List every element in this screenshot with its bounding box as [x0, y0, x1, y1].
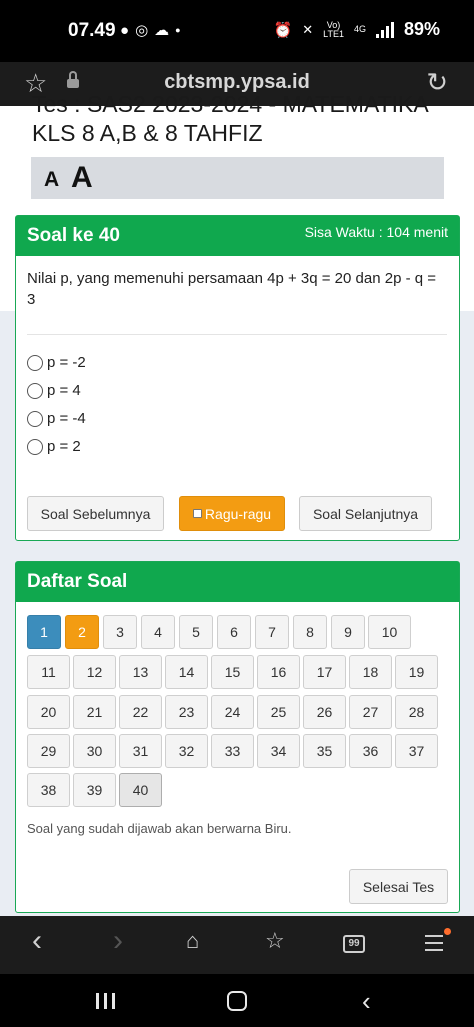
question-number-15[interactable]: 15	[211, 655, 254, 689]
web-page	[0, 91, 474, 916]
question-panel-header	[16, 216, 459, 256]
remaining-time: Sisa Waktu : 104 menit	[304, 224, 448, 240]
question-number-12[interactable]: 12	[73, 655, 116, 689]
question-number-19[interactable]: 19	[395, 655, 438, 689]
font-large-button[interactable]: A	[71, 161, 93, 194]
question-text: Nilai p, yang memenuhi persamaan 4p + 3q = 20 dan 2p - q = 3	[27, 270, 437, 308]
question-panel	[15, 215, 460, 541]
battery-level: 89%	[403, 19, 440, 39]
question-number-25[interactable]: 25	[257, 695, 300, 729]
app-notification-icon: ●	[120, 21, 130, 39]
question-number-24[interactable]: 24	[211, 695, 254, 729]
question-number-7[interactable]: 7	[255, 615, 289, 649]
question-number-1[interactable]: 1	[27, 615, 61, 649]
question-number-18[interactable]: 18	[349, 655, 392, 689]
option-c[interactable]	[27, 410, 86, 427]
question-list-header	[16, 562, 459, 602]
system-status	[274, 19, 440, 40]
question-number-20[interactable]: 20	[27, 695, 70, 729]
dot-icon: ●	[175, 25, 181, 35]
question-number-14[interactable]: 14	[165, 655, 208, 689]
network-type: 4G	[353, 24, 366, 34]
question-number-4[interactable]: 4	[141, 615, 175, 649]
question-number-28[interactable]: 28	[395, 695, 438, 729]
question-number-2[interactable]: 2	[65, 615, 99, 649]
notification-dot	[444, 928, 451, 935]
question-list-title: Daftar Soal	[27, 571, 128, 592]
alarm-icon: ⏰	[273, 21, 293, 39]
option-label: p = 4	[47, 382, 81, 399]
system-navigation	[0, 974, 474, 1027]
mute-icon: ✕	[302, 21, 314, 37]
browser-toolbar	[0, 916, 474, 974]
signal-icon	[376, 22, 394, 38]
question-number-26[interactable]: 26	[303, 695, 346, 729]
question-number-38[interactable]: 38	[27, 773, 70, 807]
url-text[interactable]: cbtsmp.ypsa.id	[164, 71, 310, 93]
option-label: p = 2	[47, 438, 81, 455]
question-number-13[interactable]: 13	[119, 655, 162, 689]
radio-button[interactable]	[27, 355, 43, 371]
menu-icon[interactable]	[425, 935, 443, 951]
previous-question-button[interactable]: Soal Sebelumnya	[27, 496, 164, 531]
question-number-36[interactable]: 36	[349, 734, 392, 768]
question-number-9[interactable]: 9	[331, 615, 365, 649]
instagram-icon: ◎	[135, 22, 149, 39]
question-number-8[interactable]: 8	[293, 615, 327, 649]
question-number-29[interactable]: 29	[27, 734, 70, 768]
star-icon[interactable]: ☆	[24, 68, 48, 98]
tabs-icon[interactable]: 99	[343, 935, 365, 953]
question-number-23[interactable]: 23	[165, 695, 208, 729]
checkbox-icon	[193, 509, 202, 518]
clock: 07.49	[68, 20, 116, 41]
doubt-label: Ragu-ragu	[204, 505, 272, 522]
question-number-37[interactable]: 37	[395, 734, 438, 768]
question-list-panel	[15, 561, 460, 913]
back-icon[interactable]: ‹	[362, 986, 371, 1016]
back-icon[interactable]: ‹	[32, 924, 42, 957]
next-question-button[interactable]: Soal Selanjutnya	[299, 496, 432, 531]
answer-hint: Soal yang sudah dijawab akan berwarna Biru.	[27, 821, 292, 836]
question-number-16[interactable]: 16	[257, 655, 300, 689]
question-number-17[interactable]: 17	[303, 655, 346, 689]
radio-button[interactable]	[27, 411, 43, 427]
question-number-35[interactable]: 35	[303, 734, 346, 768]
home-icon[interactable]	[227, 991, 247, 1011]
option-a[interactable]	[27, 354, 86, 371]
option-label: p = -2	[47, 354, 86, 371]
status-bar	[0, 0, 474, 62]
font-size-bar	[31, 157, 444, 199]
reload-icon[interactable]: ↻	[426, 67, 448, 97]
question-number-3[interactable]: 3	[103, 615, 137, 649]
question-number-10[interactable]: 10	[368, 615, 411, 649]
question-number-21[interactable]: 21	[73, 695, 116, 729]
notification-icons	[120, 21, 181, 39]
page-title: Tes : SAS2 2023-2024 - MATEMATIKA KLS 8 A,B & 8 TAHFIZ	[32, 91, 428, 146]
question-number-11[interactable]: 11	[27, 655, 70, 689]
question-number-6[interactable]: 6	[217, 615, 251, 649]
divider	[27, 334, 447, 335]
option-label: p = -4	[47, 410, 86, 427]
question-number-33[interactable]: 33	[211, 734, 254, 768]
option-b[interactable]	[27, 382, 81, 399]
recents-icon[interactable]	[96, 993, 115, 1009]
cloud-icon: ☁	[154, 22, 170, 39]
bookmarks-icon[interactable]: ☆	[265, 928, 285, 953]
question-number-32[interactable]: 32	[165, 734, 208, 768]
radio-button[interactable]	[27, 383, 43, 399]
question-number: Soal ke 40	[27, 225, 120, 246]
option-d[interactable]	[27, 438, 81, 455]
question-number-5[interactable]: 5	[179, 615, 213, 649]
doubt-button[interactable]	[179, 496, 285, 531]
question-number-30[interactable]: 30	[73, 734, 116, 768]
volte-indicator: Vo) LTE1	[323, 19, 344, 39]
finish-test-button[interactable]: Selesai Tes	[349, 869, 448, 904]
forward-icon[interactable]: ›	[113, 924, 123, 957]
question-number-22[interactable]: 22	[119, 695, 162, 729]
font-small-button[interactable]: A	[44, 168, 60, 191]
question-number-40[interactable]: 40	[119, 773, 162, 807]
home-icon[interactable]: ⌂	[186, 928, 200, 953]
question-number-31[interactable]: 31	[119, 734, 162, 768]
question-number-39[interactable]: 39	[73, 773, 116, 807]
question-number-27[interactable]: 27	[349, 695, 392, 729]
radio-button[interactable]	[27, 439, 43, 455]
question-number-34[interactable]: 34	[257, 734, 300, 768]
